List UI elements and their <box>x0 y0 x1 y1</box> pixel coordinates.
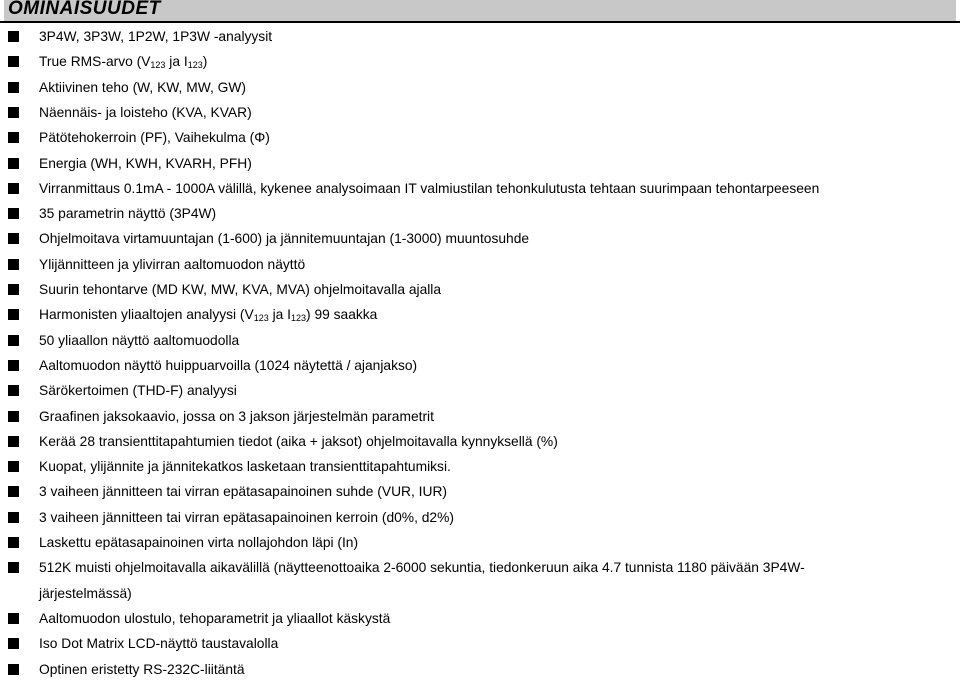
square-bullet-icon <box>8 411 19 422</box>
section-heading: OMINAISUUDET <box>8 0 161 19</box>
list-item-text-continuation: järjestelmässä) <box>39 585 132 601</box>
square-bullet-icon <box>8 385 19 396</box>
list-item-text: Aaltomuodon näyttö huippuarvoilla (1024 näytettä / ajanjakso) <box>39 357 418 373</box>
list-item-text: Iso Dot Matrix LCD-näyttö taustavalolla <box>39 636 279 652</box>
list-item-text: Suurin tehontarve (MD KW, MW, KVA, MVA) ohjelmoitavalla ajalla <box>39 282 442 297</box>
square-bullet-icon <box>8 233 19 244</box>
list-item-text: Energia (WH, KWH, KVARH, PFH) <box>39 155 252 171</box>
square-bullet-icon <box>8 132 19 143</box>
list-item <box>0 154 960 174</box>
square-bullet-icon <box>8 360 19 371</box>
square-bullet-icon <box>8 512 19 523</box>
list-item <box>0 381 960 401</box>
square-bullet-icon <box>8 309 19 320</box>
square-bullet-icon <box>8 638 19 649</box>
square-bullet-icon <box>8 284 19 295</box>
square-bullet-icon <box>8 183 19 194</box>
square-bullet-icon <box>8 613 19 624</box>
list-item <box>0 179 960 199</box>
list-item-text: Virranmittaus 0.1mA - 1000A välillä, kykenee analysoimaan IT valmiustilan tehonkulutusta tehtaan suurimpaan tehontarpeeseen <box>39 180 820 196</box>
list-item <box>0 482 960 502</box>
list-item <box>0 280 960 300</box>
square-bullet-icon <box>8 56 19 67</box>
list-item-text: 3 vaiheen jännitteen tai virran epätasapainoinen suhde (VUR, IUR) <box>39 484 448 500</box>
square-bullet-icon <box>8 82 19 93</box>
list-item <box>0 508 960 528</box>
list-item-text: 50 yliaallon näyttö aaltomuodolla <box>39 332 240 348</box>
square-bullet-icon <box>8 259 19 270</box>
list-item <box>0 457 960 477</box>
list-item-text: 3 vaiheen jännitteen tai virran epätasapainoinen kerroin (d0%, d2%) <box>39 509 454 525</box>
list-item <box>0 331 960 351</box>
square-bullet-icon <box>8 537 19 548</box>
list-item <box>0 609 960 629</box>
list-item-text: Kerää 28 transienttitapahtumien tiedot (aika + jaksot) ohjelmoitavalla kynnyksellä (%) <box>39 433 558 449</box>
list-item-text: Ylijännitteen ja ylivirran aaltomuodon näyttö <box>39 256 306 272</box>
list-item-text: Pätötehokerroin (PF), Vaihekulma (Φ) <box>39 130 270 146</box>
list-item-text: 3P4W, 3P3W, 1P2W, 1P3W -analyysit <box>39 29 273 44</box>
list-item-text: Laskettu epätasapainoinen virta nollajohdon läpi (In) <box>39 535 359 550</box>
list-item <box>0 204 960 224</box>
list-item <box>0 558 960 578</box>
list-item-text: 512K muisti ohjelmoitavalla aikavälillä (näytteenottoaika 2-6000 sekuntia, tiedonkeruun aika 4.7 tunnista 1180 päivään 3P4W- <box>39 560 805 576</box>
square-bullet-icon <box>8 335 19 346</box>
list-item <box>0 634 960 654</box>
square-bullet-icon <box>8 461 19 472</box>
square-bullet-icon <box>8 208 19 219</box>
list-item-text: Aaltomuodon ulostulo, tehoparametrit ja yliaallot käskystä <box>39 610 391 626</box>
list-item-text: Kuopat, ylijännite ja jännitekatkos lasketaan transienttitapahtumiksi. <box>39 459 451 475</box>
square-bullet-icon <box>8 486 19 497</box>
list-item-text: Aktiivinen teho (W, KW, MW, GW) <box>39 79 246 95</box>
list-item-text: Optinen eristetty RS-232C-liitäntä <box>39 661 245 677</box>
section-heading-bar <box>4 0 956 21</box>
list-item <box>0 356 960 376</box>
list-item-text: True RMS-arvo ($V_{123}$ ja $I_{123}$) <box>39 54 208 71</box>
list-item <box>0 407 960 427</box>
list-item <box>0 305 960 325</box>
square-bullet-icon <box>8 562 19 573</box>
list-item <box>0 78 960 98</box>
list-item-text: 35 parametrin näyttö (3P4W) <box>39 206 217 222</box>
list-item-text: Graafinen jaksokaavio, jossa on 3 jakson järjestelmän parametrit <box>39 408 434 424</box>
list-item-text: Särökertoimen (THD-F) analyysi <box>39 383 237 399</box>
list-item <box>0 128 960 148</box>
list-item <box>0 27 960 47</box>
square-bullet-icon <box>8 31 19 42</box>
list-item-continuation <box>0 584 960 604</box>
list-item <box>0 103 960 123</box>
list-item <box>0 255 960 275</box>
list-item-text: Ohjelmoitava virtamuuntajan (1-600) ja jännitemuuntajan (1-3000) muuntosuhde <box>39 231 530 247</box>
list-item-text: Harmonisten yliaaltojen analyysi ($V_{123}$ ja $I_{123}$) 99 saakka <box>39 307 378 324</box>
list-item <box>0 229 960 249</box>
square-bullet-icon <box>8 664 19 675</box>
square-bullet-icon <box>8 158 19 169</box>
square-bullet-icon <box>8 107 19 118</box>
list-item-text: Näennäis- ja loisteho (KVA, KVAR) <box>39 104 252 120</box>
list-item <box>0 660 960 680</box>
heading-underline <box>0 21 960 23</box>
list-item <box>0 432 960 452</box>
list-item <box>0 52 960 72</box>
list-item <box>0 533 960 553</box>
square-bullet-icon <box>8 436 19 447</box>
